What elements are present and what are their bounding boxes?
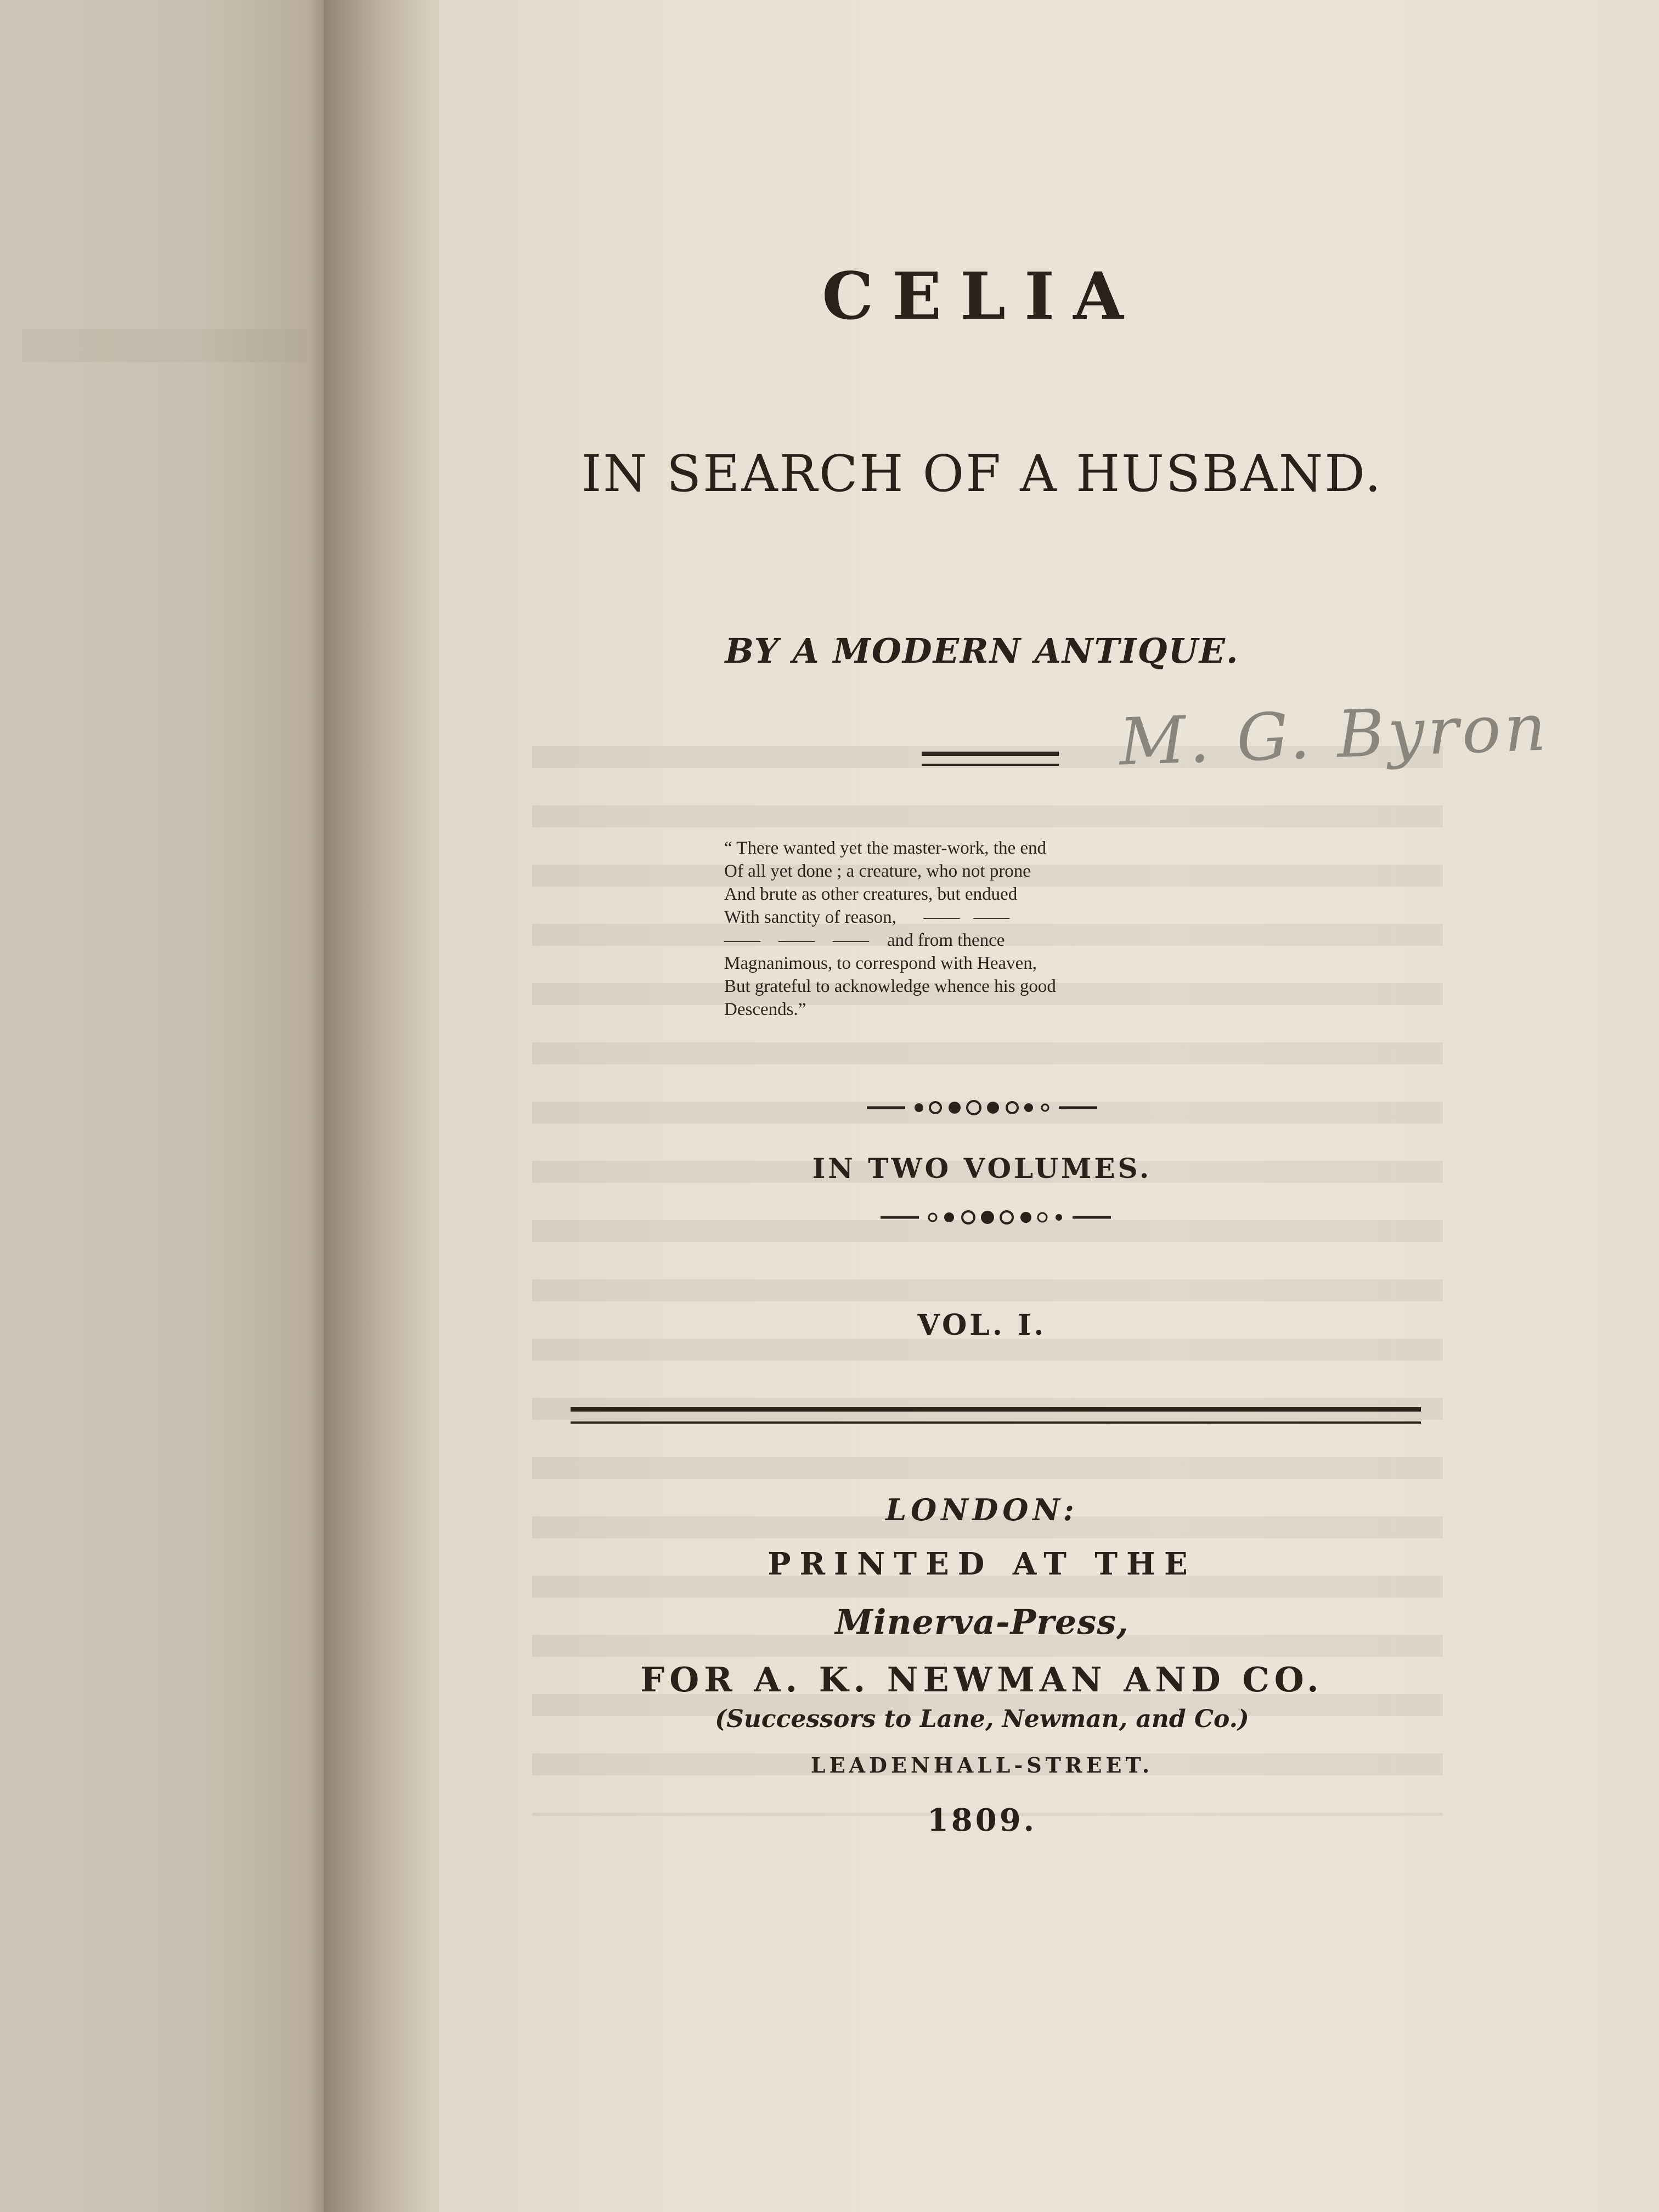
imprint-street: LEADENHALL-STREET. (810, 1753, 1154, 1778)
handwritten-signature: M. G. Byron (1118, 689, 1550, 780)
imprint-press: Minerva-Press, (835, 1602, 1129, 1642)
imprint-publisher: FOR A. K. NEWMAN AND CO. (640, 1660, 1324, 1700)
imprint-printed-at: PRINTED AT THE (768, 1546, 1197, 1582)
short-double-rule (922, 752, 1059, 766)
epigraph-line: —— —— —— and from thence (724, 930, 1005, 950)
imprint-city: LONDON: (885, 1492, 1079, 1527)
facing-page (0, 0, 335, 2212)
book-subtitle: IN SEARCH OF A HUSBAND. (581, 444, 1383, 503)
title-page (439, 0, 1659, 2212)
volumes-statement: IN TWO VOLUMES. (812, 1152, 1152, 1184)
epigraph-line: Descends.” (724, 1000, 806, 1019)
printers-ornament-icon (867, 1100, 1097, 1115)
printers-ornament-icon (881, 1210, 1111, 1225)
epigraph-line: With sanctity of reason, —— —— (724, 907, 1010, 927)
long-double-rule (571, 1407, 1421, 1424)
author-byline: BY A MODERN ANTIQUE. (725, 631, 1239, 671)
epigraph (724, 837, 1218, 1021)
epigraph-line: Of all yet done ; a creature, who not prone (724, 861, 1031, 881)
volume-number: VOL. I. (917, 1308, 1047, 1342)
facing-page-shadow (22, 329, 307, 362)
epigraph-line: Magnanimous, to correspond with Heaven, (724, 953, 1037, 973)
imprint-successors: (Successors to Lane, Newman, and Co.) (715, 1705, 1249, 1733)
epigraph-line: “ There wanted yet the master-work, the end (724, 838, 1046, 858)
epigraph-line: But grateful to acknowledge whence his good (724, 977, 1056, 996)
book-title: CELIA (822, 258, 1142, 334)
imprint-year: 1809. (927, 1802, 1037, 1838)
epigraph-line: And brute as other creatures, but endued (724, 884, 1018, 904)
